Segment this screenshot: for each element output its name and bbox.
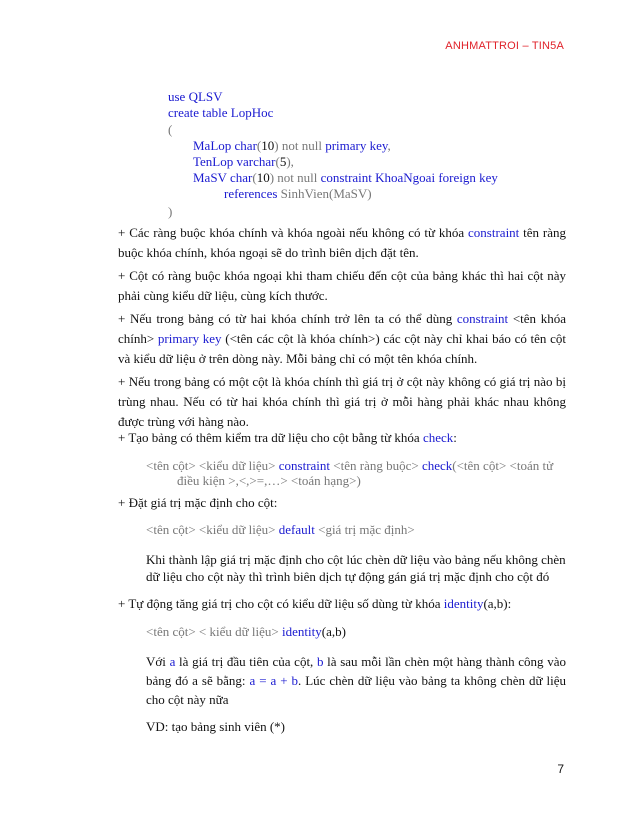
column-name: TenLop	[193, 154, 234, 169]
references-keyword: references	[224, 186, 278, 201]
formula: a = a + b	[249, 673, 298, 688]
inline-keyword: primary key	[157, 331, 222, 346]
null-constraint: not null	[281, 138, 322, 153]
foreign-key-keyword: foreign key	[438, 170, 498, 185]
sql-keyword: create table	[168, 105, 228, 120]
identity-note: Với a là giá trị đầu tiên của cột, b là sau mỗi lần chèn một hàng thành công vào bảng đó a sẽ bằng: a = a + b. Lúc chèn dữ liệu vào bảng ta không chèn dữ liệu cho cột này nữa	[146, 654, 566, 707]
code-line-use	[168, 89, 223, 105]
inline-keyword: constraint	[468, 225, 520, 240]
inline-keyword: identity	[443, 596, 484, 611]
db-name: QLSV	[188, 89, 223, 104]
running-header: ANHMATTROI – TIN5A	[445, 40, 564, 52]
constraint-keyword: constraint	[320, 170, 372, 185]
default-note: Khi thành lập giá trị mặc định cho cột lúc chèn dữ liệu vào bảng nếu không chèn dữ liệu cho cột này thì trình biên dịch tự động gán giá trị mặc định cho cột đó	[146, 552, 566, 584]
close-paren: )	[168, 204, 173, 219]
open-paren: (	[168, 122, 173, 137]
referenced-table: SinhVien(MaSV)	[280, 186, 372, 201]
code-line-masv: MaSV char(10) not null constraint KhoaNgoai foreign key	[193, 170, 498, 185]
paragraph-foreign-key-type: + Cột có ràng buộc khóa ngoại khi tham chiếu đến cột của bảng khác thì hai cột này phải cùng kiểu dữ liệu, cùng kích thước.	[118, 268, 566, 303]
type-keyword: varchar	[236, 154, 276, 169]
column-name: MaLop	[193, 138, 232, 153]
null-constraint: not null	[277, 170, 318, 185]
code-line-malop: MaLop char(10) not null primary key,	[193, 138, 391, 153]
primary-key-keyword: primary key	[325, 138, 388, 153]
constraint-name: KhoaNgoai	[375, 170, 436, 185]
check-syntax-line1: <tên cột> <kiểu dữ liệu> constraint <tên ràng buộc> check(<tên cột> <toán tử	[146, 458, 554, 473]
variable-b: b	[316, 654, 324, 669]
page-number: 7	[557, 762, 564, 776]
code-line-tenlop: TenLop varchar(5),	[193, 154, 294, 169]
inline-keyword: check	[422, 430, 454, 445]
type-keyword: char	[234, 138, 257, 153]
default-syntax: <tên cột> <kiểu dữ liệu> default <giá trị mặc định>	[146, 522, 415, 537]
check-syntax-line2: điều kiện >,<,>=,…> <toán hạng>)	[177, 473, 361, 488]
inline-keyword: constraint	[278, 458, 331, 473]
sql-keyword: use	[168, 89, 186, 104]
type-keyword: char	[229, 170, 253, 185]
inline-keyword: default	[278, 522, 315, 537]
code-line-references	[224, 186, 372, 202]
inline-keyword: constraint	[456, 311, 509, 326]
inline-keyword: check	[421, 458, 453, 473]
variable-a: a	[169, 654, 176, 669]
table-name: LopHoc	[230, 105, 274, 120]
code-line-create	[168, 105, 273, 121]
inline-keyword: identity	[282, 624, 322, 639]
paragraph-default: + Đặt giá trị mặc định cho cột:	[118, 495, 278, 510]
paragraph-composite-key: + Nếu trong bảng có từ hai khóa chính trở lên ta có thể dùng constraint <tên khóa chính> primary key (<tên các cột là khóa chính>) các cột này chỉ khai báo có tên cột và kiểu dữ liệu ở trên dòng này. Mỗi bảng chỉ có một tên khóa chính.	[118, 311, 566, 366]
example-label: VD: tạo bảng sinh viên (*)	[146, 719, 286, 734]
paragraph-check: + Tạo bảng có thêm kiểm tra dữ liệu cho cột bằng từ khóa check:	[118, 430, 457, 445]
paragraph-primary-key-unique: + Nếu trong bảng có một cột là khóa chính thì giá trị ở cột này không có giá trị nào bị trùng nhau. Nếu có từ hai khóa chính thì giá trị ở mỗi hàng phải khác nhau không được trùng với hàng nào.	[118, 374, 566, 429]
identity-syntax: <tên cột> < kiểu dữ liệu> identity(a,b)	[146, 624, 346, 639]
paragraph-identity: + Tự động tăng giá trị cho cột có kiểu dữ liệu số dùng từ khóa identity(a,b):	[118, 596, 512, 611]
column-name: MaSV	[193, 170, 227, 185]
paragraph-constraint-naming: + Các ràng buộc khóa chính và khóa ngoài nếu không có từ khóa constraint tên ràng buộc khóa chính, khóa ngoại sẽ do trình biên dịch đặt tên.	[118, 225, 567, 260]
